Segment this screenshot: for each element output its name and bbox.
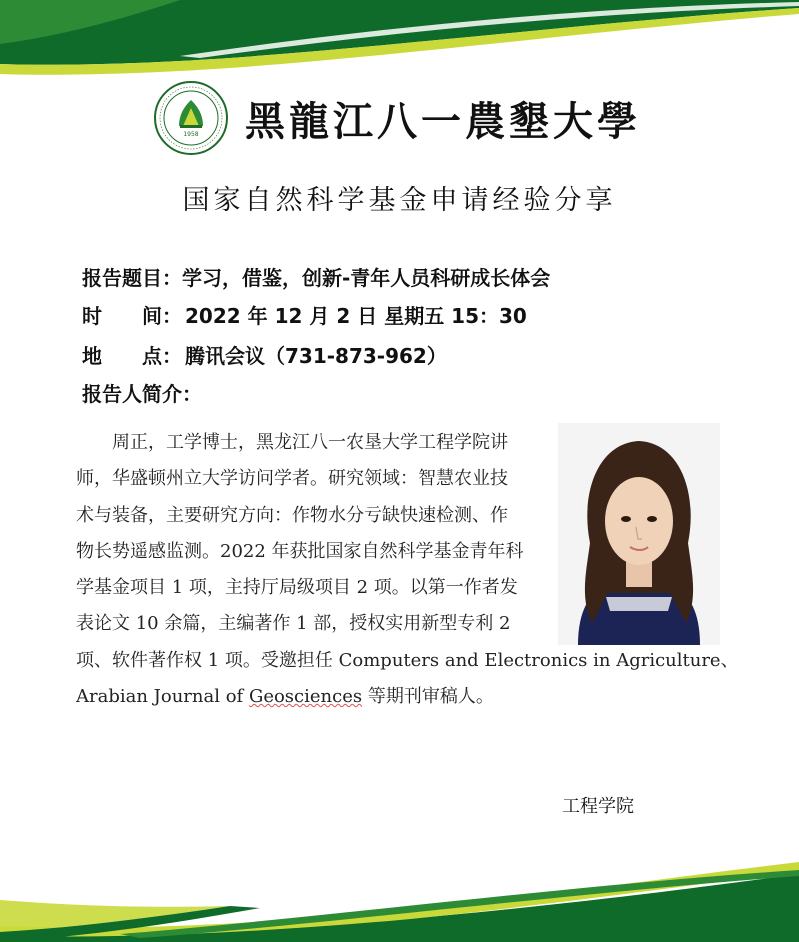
bio-line: 物长势遥感监测。2022 年获批国家自然科学基金青年科 <box>76 540 524 562</box>
bio-line: 术与装备，主要研究方向：作物水分亏缺快速检测、作 <box>76 504 508 526</box>
speaker-bio <box>76 425 739 715</box>
spellcheck-underlined-word: Geosciences <box>248 686 363 708</box>
topic-value: 学习，借鉴，创新-青年人员科研成长体会 <box>182 266 551 290</box>
header <box>0 72 799 162</box>
university-seal-logo <box>153 80 229 156</box>
topic-label: 报告题目： <box>82 266 182 290</box>
seal-year: 1958 <box>183 131 199 138</box>
page-title: 国家自然科学基金申请经验分享 <box>182 185 617 216</box>
time-value: 2022 年 12 月 2 日 星期五 15：30 <box>185 304 527 328</box>
intro-row <box>82 378 202 407</box>
bio-line: 表论文 10 余篇，主编著作 1 部，授权实用新型专利 2 <box>76 613 511 635</box>
bio-text: Arabian Journal of <box>76 686 249 708</box>
bio-line: 学基金项目 1 项，主持厅局级项目 2 项。以第一作者发 <box>76 577 518 599</box>
bio-line: 周正，工学博士，黑龙江八一农垦大学工程学院讲 <box>76 432 508 453</box>
place-row <box>82 340 447 369</box>
bio-line: 师，华盛顿州立大学访问学者。研究领域：智慧农业技 <box>76 468 508 490</box>
place-label-1: 地 <box>82 344 102 368</box>
top-wave-decoration <box>0 0 799 80</box>
place-value: 腾讯会议（731-873-962） <box>185 344 447 368</box>
time-label-1: 时 <box>82 304 102 328</box>
bottom-wave-decoration <box>0 846 799 942</box>
intro-label: 报告人简介： <box>82 382 202 406</box>
place-label-2: 点： <box>142 344 182 368</box>
time-row <box>82 300 527 329</box>
bio-line <box>76 679 756 715</box>
topic-row <box>82 262 550 291</box>
bio-line: 项、软件著作权 1 项。受邀担任 Computers and Electronics in Agriculture、 <box>76 649 739 671</box>
time-label-2: 间： <box>142 304 182 328</box>
university-name: 黑龍江八一農墾大學 <box>245 98 641 145</box>
bio-text: 等期刊审稿人。 <box>362 686 494 708</box>
speaker-photo <box>558 423 720 645</box>
department-signature: 工程学院 <box>562 796 634 817</box>
